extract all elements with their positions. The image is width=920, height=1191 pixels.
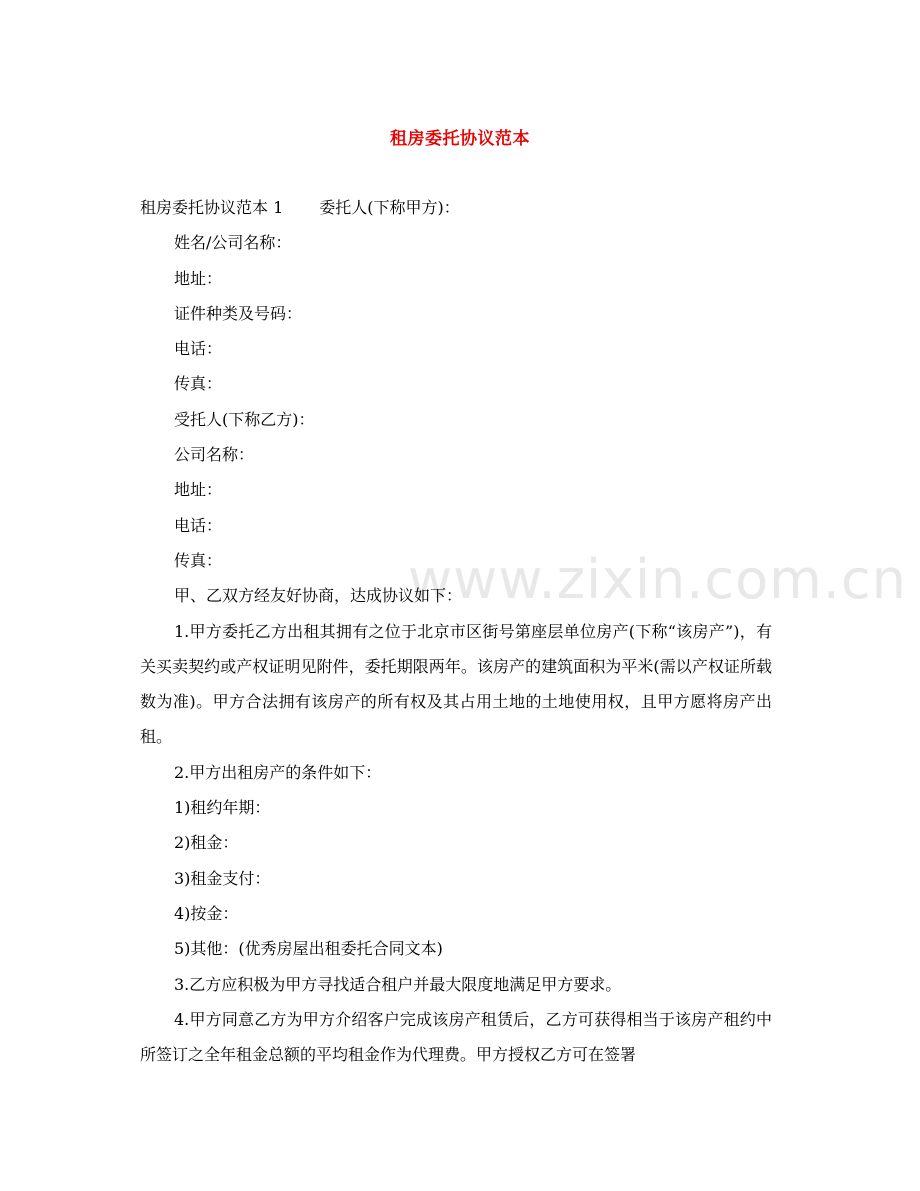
watermark: www.zixin.com.cn xyxy=(408,548,907,611)
clause-2: 2.甲方出租房产的条件如下： xyxy=(174,762,382,782)
clause-4: 4.甲方同意乙方为甲方介绍客户完成该房产租赁后，乙方可获得相当于该房产租约中所签订之全年租金总额的平均租金作为代理费。甲方授权乙方可在签署 xyxy=(140,1009,772,1065)
condition-other: 5)其他：(优秀房屋出租委托合同文本) xyxy=(174,939,443,959)
condition-rent-payment: 3)租金支付： xyxy=(174,868,271,888)
agent-heading: 受托人(下称乙方)： xyxy=(174,409,315,429)
clause-1: 1.甲方委托乙方出租其拥有之位于北京市区街号第座层单位房产(下称“该房产”)，有关买卖契约或产权证明见附件，委托期限两年。该房产的建筑面积为平米(需以产权证所载数为准)。甲方合法拥有该房产的所有权及其占用土地的土地使用权，且甲方愿将房产出租。 xyxy=(140,621,772,747)
agreement-intro: 甲、乙双方经友好协商，达成协议如下： xyxy=(174,586,463,606)
agent-fax-field: 传真： xyxy=(174,550,223,570)
principal-phone-field: 电话： xyxy=(174,339,223,359)
clause-3: 3.乙方应积极为甲方寻找适合租户并最大限度地满足甲方要求。 xyxy=(174,974,622,994)
heading-prefix: 租房委托协议范本 1 xyxy=(140,198,284,217)
agent-company-field: 公司名称： xyxy=(174,445,255,465)
condition-rent: 2)租金： xyxy=(174,833,239,853)
principal-heading: 委托人(下称甲方)： xyxy=(319,198,460,217)
document-body xyxy=(140,190,772,1072)
condition-lease-term: 1)租约年期： xyxy=(174,798,271,818)
principal-id-field: 证件种类及号码： xyxy=(174,303,303,323)
principal-address-field: 地址： xyxy=(174,268,223,288)
document-title: 租房委托协议范本 xyxy=(390,129,530,149)
principal-fax-field: 传真： xyxy=(174,374,223,394)
principal-name-field: 姓名/公司名称： xyxy=(174,233,292,253)
condition-deposit: 4)按金： xyxy=(174,903,239,923)
agent-address-field: 地址： xyxy=(174,480,223,500)
heading-line xyxy=(140,190,772,225)
agent-phone-field: 电话： xyxy=(174,515,223,535)
